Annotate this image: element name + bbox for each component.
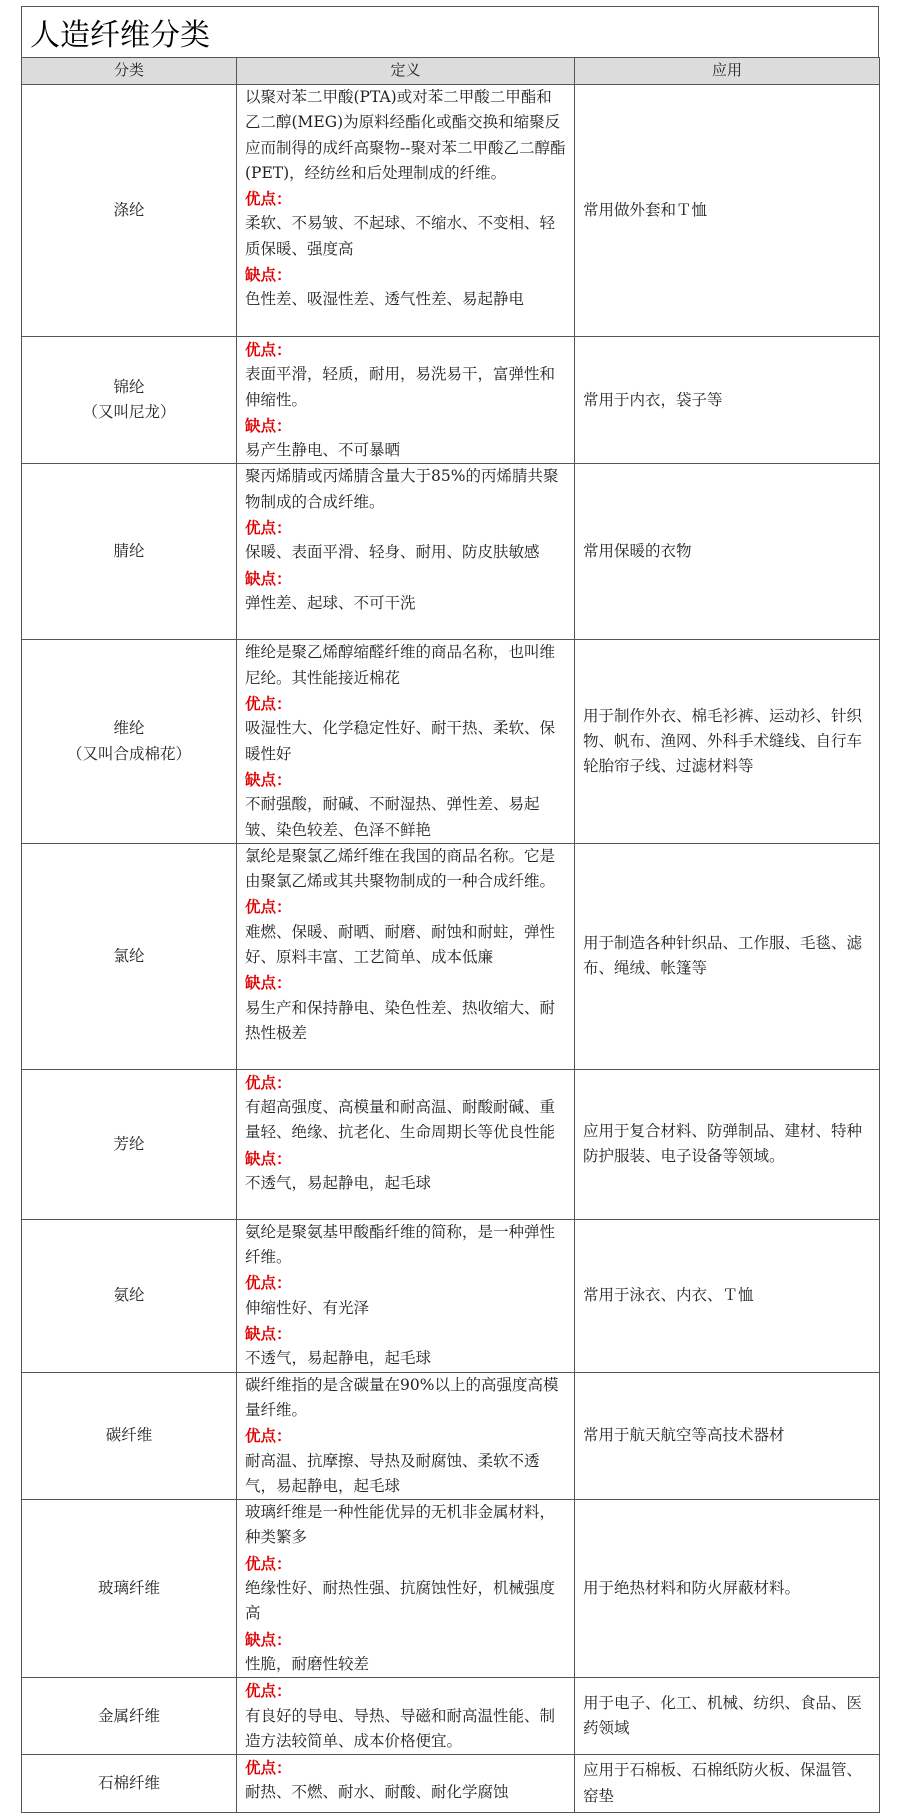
table-row [22,1755,880,1813]
application-cell: 用于电子、化工、机械、纺织、食品、医药领域 [575,1678,880,1755]
pros-text: 伸缩性好、有光泽 [245,1298,370,1317]
definition-cell [237,464,575,640]
table-row [22,337,880,464]
definition-text: 玻璃纤维是一种性能优异的无机非金属材料，种类繁多 [245,1503,556,1547]
pros-label: 优点： [245,1072,292,1092]
cons-text: 不耐强酸，耐碱、不耐湿热、弹性差、易起皱、染色较差、色泽不鲜艳 [245,795,540,839]
table-row [22,1678,880,1755]
definition-text: 氨纶是聚氨基甲酸酯纤维的简称，是一种弹性纤维。 [245,1222,556,1267]
category-cell [22,464,237,640]
cons-label: 缺点： [245,568,292,588]
pros-text: 柔软、不易皱、不起球、不缩水、不变相、轻质保暖、强度高 [245,214,556,258]
definition-cell [237,1219,575,1372]
pros-text: 绝缘性好、耐热性强、抗腐蚀性好，机械强度高 [245,1579,556,1623]
pros-label: 优点： [245,340,292,359]
pros-label: 优点： [245,518,292,538]
category-name: 石棉纤维 [97,1773,160,1792]
page-title: 人造纤维分类 [30,18,210,53]
definition-text: 以聚对苯二甲酸(PTA)或对苯二甲酸二甲酯和乙二醇(MEG)为原料经酯化或酯交换和缩聚反应而制得的成纤高聚物--聚对苯二甲酸乙二醇酯(PET)，经纺丝和后处理制成的纤维。 [245,88,566,182]
definition-cell [237,1069,575,1219]
pros-label: 优点： [245,1758,292,1778]
cons-text: 不透气，易起静电，起毛球 [245,1174,432,1193]
cons-label: 缺点： [245,265,292,285]
cons-text: 性脆，耐磨性较差 [245,1654,370,1673]
pros-label: 优点： [245,189,292,209]
definition-cell [237,1755,575,1813]
cons-label: 缺点： [245,769,292,789]
table-body [22,85,880,1813]
cons-text: 易生产和保持静电、染色性差、热收缩大、耐热性极差 [245,998,556,1042]
application-cell: 用于制造各种针织品、工作服、毛毯、滤布、绳绒、帐篷等 [575,843,880,1069]
application-cell: 用于绝热材料和防火屏蔽材料。 [575,1500,880,1678]
category-cell [22,1069,237,1219]
table-row [22,1069,880,1219]
category-cell [22,1678,237,1755]
header-row [22,58,880,85]
pros-label: 优点： [245,1273,292,1293]
category-cell [22,843,237,1069]
pros-label: 优点： [245,1553,292,1573]
application-cell: 常用于泳衣、内衣、Ｔ恤 [575,1219,880,1372]
pros-text: 有超高强度、高模量和耐高温、耐酸耐碱、重量轻、绝缘、抗老化、生命周期长等优良性能 [245,1098,556,1142]
table-row [22,843,880,1069]
header-application: 应用 [575,58,880,85]
category-name: 涤纶 [113,200,145,219]
category-alias: （又叫尼龙） [82,403,176,422]
fiber-sheet [21,6,879,1813]
definition-text: 氯纶是聚氯乙烯纤维在我国的商品名称。它是由聚氯乙烯或其共聚物制成的一种合成纤维。 [245,846,556,891]
pros-text: 吸湿性大、化学稳定性好、耐干热、柔软、保暖性好 [245,719,556,763]
category-name: 碳纤维 [105,1426,153,1445]
category-cell [22,1755,237,1813]
table-row [22,85,880,337]
header-category: 分类 [22,58,237,85]
category-cell [22,1372,237,1499]
category-cell [22,1500,237,1678]
pros-text: 表面平滑，轻质，耐用，易洗易干，富弹性和伸缩性。 [245,365,556,409]
category-cell [22,640,237,843]
pros-text: 难燃、保暖、耐晒、耐磨、耐蚀和耐蛀，弹性好、原料丰富、工艺简单、成本低廉 [245,922,556,967]
definition-cell [237,640,575,843]
application-cell: 应用于复合材料、防弹制品、建材、特种防护服装、电子设备等领域。 [575,1069,880,1219]
definition-cell [237,843,575,1069]
application-cell: 常用做外套和Ｔ恤 [575,85,880,337]
definition-cell [237,85,575,337]
cons-label: 缺点： [245,415,292,435]
title-bar [21,6,879,57]
application-cell: 常用于内衣，袋子等 [575,337,880,464]
pros-label: 优点： [245,897,292,917]
table-row [22,640,880,843]
cons-label: 缺点： [245,1148,292,1168]
category-cell [22,85,237,337]
category-name: 氯纶 [113,946,145,965]
definition-cell [237,337,575,464]
definition-text: 聚丙烯腈或丙烯腈含量大于85%的丙烯腈共聚物制成的合成纤维。 [245,467,559,511]
application-cell: 常用保暖的衣物 [575,464,880,640]
pros-text: 保暖、表面平滑、轻身、耐用、防皮肤敏感 [245,543,540,562]
definition-cell [237,1500,575,1678]
definition-text: 维纶是聚乙烯醇缩醛纤维的商品名称，也叫维尼纶。其性能接近棉花 [245,643,556,687]
definition-cell [237,1372,575,1499]
table-row [22,464,880,640]
category-cell [22,337,237,464]
category-name: 锦纶 [113,377,145,396]
definition-text: 碳纤维指的是含碳量在90%以上的高强度高模量纤维。 [245,1375,559,1419]
application-cell: 常用于航天航空等高技术器材 [575,1372,880,1499]
category-name: 维纶 [113,719,145,738]
cons-text: 不透气，易起静电，起毛球 [245,1349,432,1368]
pros-label: 优点： [245,1681,292,1701]
category-name: 腈纶 [113,542,145,561]
pros-text: 有良好的导电、导热、导磁和耐高温性能、制造方法较简单、成本价格便宜。 [245,1706,556,1750]
category-name: 玻璃纤维 [97,1579,160,1598]
cons-label: 缺点： [245,973,292,993]
fiber-table [21,57,880,1813]
definition-cell [237,1678,575,1755]
application-cell: 应用于石棉板、石棉纸防火板、保温管、窑垫 [575,1755,880,1813]
pros-text: 耐热、不燃、耐水、耐酸、耐化学腐蚀 [245,1783,509,1802]
category-name: 氨纶 [113,1286,145,1305]
category-name: 金属纤维 [97,1706,160,1725]
category-cell [22,1219,237,1372]
category-alias: （又叫合成棉花） [66,744,191,763]
table-row [22,1372,880,1499]
cons-text: 弹性差、起球、不可干洗 [245,593,416,612]
category-name: 芳纶 [113,1134,145,1153]
pros-label: 优点： [245,694,292,714]
header-definition: 定义 [237,58,575,85]
cons-label: 缺点： [245,1324,292,1344]
cons-label: 缺点： [245,1629,292,1649]
table-row [22,1219,880,1372]
cons-text: 易产生静电、不可暴晒 [245,441,401,460]
pros-text: 耐高温、抗摩擦、导热及耐腐蚀、柔软不透气，易起静电，起毛球 [245,1451,540,1495]
pros-label: 优点： [245,1426,292,1446]
table-row [22,1500,880,1678]
application-cell: 用于制作外衣、棉毛衫裤、运动衫、针织物、帆布、渔网、外科手术缝线、自行车轮胎帘子线、过滤材料等 [575,640,880,843]
cons-text: 色性差、吸湿性差、透气性差、易起静电 [245,290,525,309]
